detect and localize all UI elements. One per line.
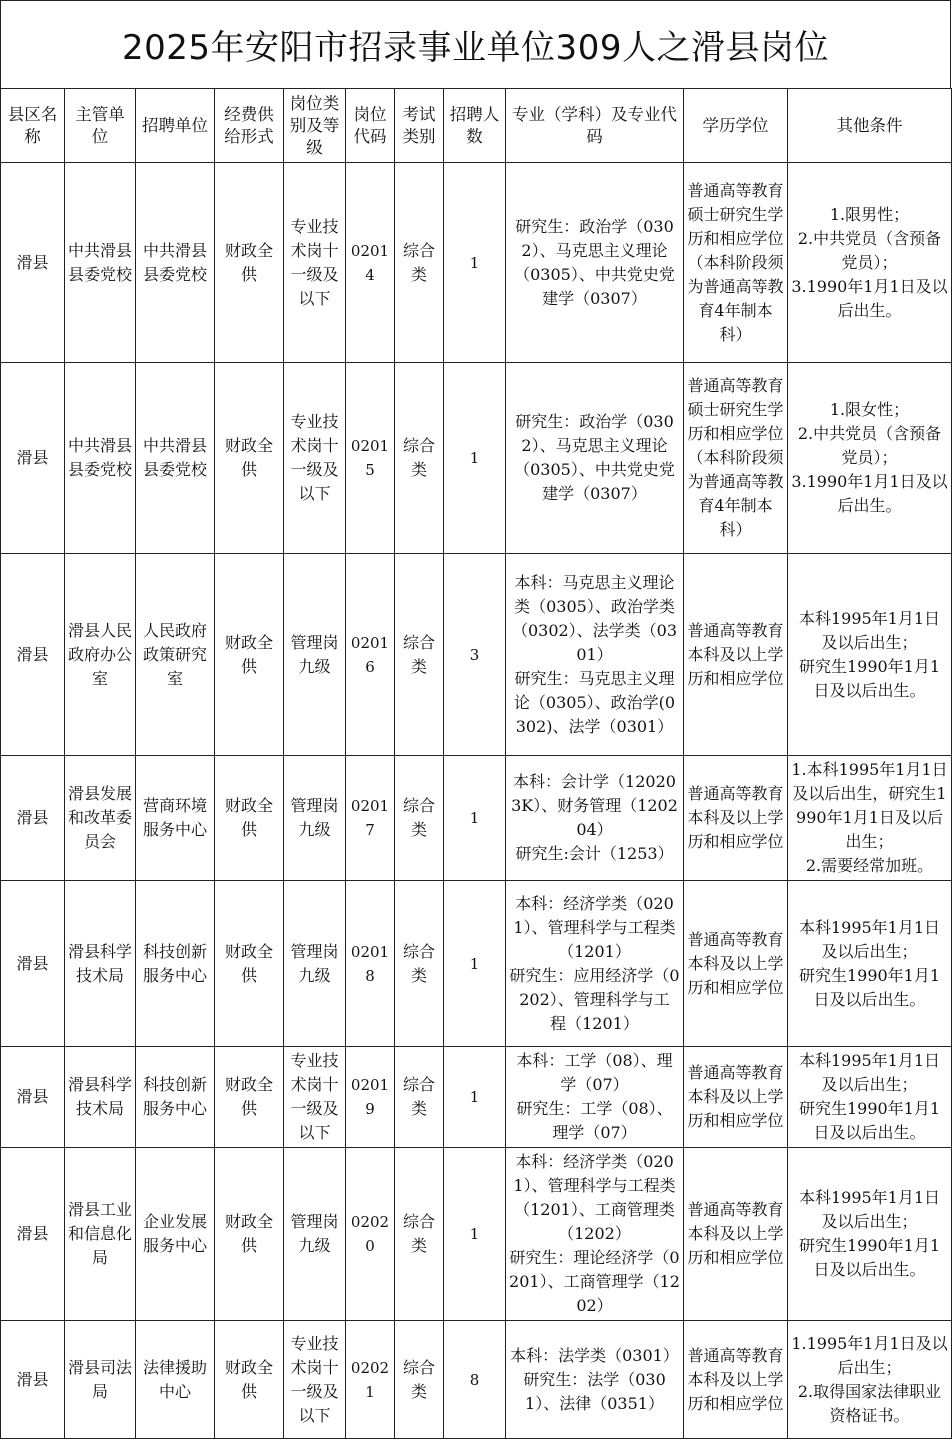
cell-degree: 普通高等教育本科及以上学历和相应学位 <box>684 1047 788 1148</box>
cell-dept: 滑县工业和信息化局 <box>65 1148 136 1321</box>
cell-post-type: 专业技术岗十一级及以下 <box>284 1047 346 1148</box>
cell-count: 1 <box>444 756 506 881</box>
cell-major: 本科：马克思主义理论类（0305）、政治学类（0302）、法学类（0301） 研究生：马克思主义理论（0305）、政治学(0302)、法学（0301） <box>506 554 684 756</box>
cell-code: 02015 <box>346 363 395 554</box>
positions-table <box>0 88 952 1439</box>
header-major: 专业（学科）及专业代码 <box>506 89 684 163</box>
cell-post-type: 管理岗九级 <box>284 554 346 756</box>
cell-county: 滑县 <box>1 363 65 554</box>
cell-post-type: 管理岗九级 <box>284 881 346 1047</box>
cell-exam: 综合类 <box>395 1148 444 1321</box>
cell-other: 本科1995年1月1日及以后出生； 研究生1990年1月1日及以后出生。 <box>788 881 952 1047</box>
cell-funding: 财政全供 <box>215 163 284 363</box>
cell-post-type: 管理岗九级 <box>284 756 346 881</box>
cell-dept: 滑县人民政府办公室 <box>65 554 136 756</box>
cell-county: 滑县 <box>1 881 65 1047</box>
cell-unit: 法律援助中心 <box>136 1321 215 1439</box>
cell-degree: 普通高等教育硕士研究生学历和相应学位（本科阶段须为普通高等教育4年制本科） <box>684 363 788 554</box>
cell-code: 02021 <box>346 1321 395 1439</box>
cell-dept: 中共滑县县委党校 <box>65 363 136 554</box>
cell-dept: 中共滑县县委党校 <box>65 163 136 363</box>
cell-degree: 普通高等教育本科及以上学历和相应学位 <box>684 1321 788 1439</box>
cell-funding: 财政全供 <box>215 1148 284 1321</box>
cell-county: 滑县 <box>1 756 65 881</box>
cell-exam: 综合类 <box>395 756 444 881</box>
cell-major: 本科：工学（08）、理学（07） 研究生：工学（08）、理学（07） <box>506 1047 684 1148</box>
cell-count: 8 <box>444 1321 506 1439</box>
cell-post-type: 专业技术岗十一级及以下 <box>284 363 346 554</box>
cell-county: 滑县 <box>1 1321 65 1439</box>
cell-other: 1.本科1995年1月1日及以后出生，研究生1990年1月1日及以后出生； 2.需要经常加班。 <box>788 756 952 881</box>
cell-exam: 综合类 <box>395 881 444 1047</box>
cell-major: 本科：法学类（0301） 研究生：法学（0301）、法律（0351） <box>506 1321 684 1439</box>
cell-unit: 科技创新服务中心 <box>136 1047 215 1148</box>
cell-major: 研究生：政治学（0302）、马克思主义理论（0305）、中共党史党建学（0307） <box>506 163 684 363</box>
table-row <box>1 756 952 881</box>
cell-other: 本科1995年1月1日及以后出生； 研究生1990年1月1日及以后出生。 <box>788 1047 952 1148</box>
cell-code: 02019 <box>346 1047 395 1148</box>
cell-count: 1 <box>444 363 506 554</box>
table-row <box>1 881 952 1047</box>
cell-unit: 营商环境服务中心 <box>136 756 215 881</box>
header-county: 县区名称 <box>1 89 65 163</box>
header-degree: 学历学位 <box>684 89 788 163</box>
cell-code: 02016 <box>346 554 395 756</box>
cell-count: 1 <box>444 881 506 1047</box>
cell-exam: 综合类 <box>395 363 444 554</box>
cell-county: 滑县 <box>1 554 65 756</box>
header-exam: 考试类别 <box>395 89 444 163</box>
table-row <box>1 1148 952 1321</box>
cell-major: 本科：会计学（120203K）、财务管理（120204） 研究生:会计（1253） <box>506 756 684 881</box>
header-other: 其他条件 <box>788 89 952 163</box>
cell-major: 本科：经济学类（0201）、管理科学与工程类（1201）、工商管理类（1202） 研究生：理论经济学（0201）、工商管理学（1202） <box>506 1148 684 1321</box>
cell-other: 本科1995年1月1日及以后出生； 研究生1990年1月1日及以后出生。 <box>788 1148 952 1321</box>
cell-post-type: 专业技术岗十一级及以下 <box>284 163 346 363</box>
table-row <box>1 163 952 363</box>
cell-funding: 财政全供 <box>215 881 284 1047</box>
cell-degree: 普通高等教育本科及以上学历和相应学位 <box>684 1148 788 1321</box>
cell-code: 02020 <box>346 1148 395 1321</box>
cell-count: 1 <box>444 1047 506 1148</box>
table-row <box>1 554 952 756</box>
cell-other: 本科1995年1月1日及以后出生； 研究生1990年1月1日及以后出生。 <box>788 554 952 756</box>
cell-unit: 中共滑县县委党校 <box>136 163 215 363</box>
cell-dept: 滑县科学技术局 <box>65 1047 136 1148</box>
cell-county: 滑县 <box>1 163 65 363</box>
cell-degree: 普通高等教育本科及以上学历和相应学位 <box>684 756 788 881</box>
cell-code: 02017 <box>346 756 395 881</box>
cell-degree: 普通高等教育本科及以上学历和相应学位 <box>684 881 788 1047</box>
cell-other: 1.限男性； 2.中共党员（含预备党员）； 3.1990年1月1日及以后出生。 <box>788 163 952 363</box>
cell-post-type: 专业技术岗十一级及以下 <box>284 1321 346 1439</box>
cell-count: 1 <box>444 1148 506 1321</box>
cell-funding: 财政全供 <box>215 756 284 881</box>
cell-other: 1.1995年1月1日及以后出生； 2.取得国家法律职业资格证书。 <box>788 1321 952 1439</box>
cell-funding: 财政全供 <box>215 1321 284 1439</box>
table-row <box>1 363 952 554</box>
cell-other: 1.限女性； 2.中共党员（含预备党员）； 3.1990年1月1日及以后出生。 <box>788 363 952 554</box>
cell-code: 02018 <box>346 881 395 1047</box>
cell-dept: 滑县司法局 <box>65 1321 136 1439</box>
cell-code: 02014 <box>346 163 395 363</box>
cell-degree: 普通高等教育硕士研究生学历和相应学位（本科阶段须为普通高等教育4年制本科） <box>684 163 788 363</box>
cell-county: 滑县 <box>1 1047 65 1148</box>
header-post-type: 岗位类别及等级 <box>284 89 346 163</box>
cell-unit: 科技创新服务中心 <box>136 881 215 1047</box>
cell-unit: 中共滑县县委党校 <box>136 363 215 554</box>
cell-post-type: 管理岗九级 <box>284 1148 346 1321</box>
cell-funding: 财政全供 <box>215 1047 284 1148</box>
header-funding: 经费供给形式 <box>215 89 284 163</box>
cell-dept: 滑县发展和改革委员会 <box>65 756 136 881</box>
cell-funding: 财政全供 <box>215 554 284 756</box>
table-row <box>1 1047 952 1148</box>
cell-count: 1 <box>444 163 506 363</box>
cell-funding: 财政全供 <box>215 363 284 554</box>
header-code: 岗位代码 <box>346 89 395 163</box>
cell-degree: 普通高等教育本科及以上学历和相应学位 <box>684 554 788 756</box>
header-count: 招聘人数 <box>444 89 506 163</box>
cell-major: 本科：经济学类（0201）、管理科学与工程类（1201） 研究生：应用经济学（0202）、管理科学与工 程（1201） <box>506 881 684 1047</box>
header-dept: 主管单位 <box>65 89 136 163</box>
cell-exam: 综合类 <box>395 1047 444 1148</box>
header-row <box>1 89 952 163</box>
cell-dept: 滑县科学技术局 <box>65 881 136 1047</box>
cell-exam: 综合类 <box>395 163 444 363</box>
page-title: 2025年安阳市招录事业单位309人之滑县岗位 <box>0 0 951 88</box>
cell-county: 滑县 <box>1 1148 65 1321</box>
cell-exam: 综合类 <box>395 1321 444 1439</box>
table-row <box>1 1321 952 1439</box>
cell-unit: 企业发展服务中心 <box>136 1148 215 1321</box>
cell-major: 研究生：政治学（0302）、马克思主义理论（0305）、中共党史党建学（0307） <box>506 363 684 554</box>
cell-count: 3 <box>444 554 506 756</box>
cell-exam: 综合类 <box>395 554 444 756</box>
cell-unit: 人民政府政策研究室 <box>136 554 215 756</box>
header-unit: 招聘单位 <box>136 89 215 163</box>
